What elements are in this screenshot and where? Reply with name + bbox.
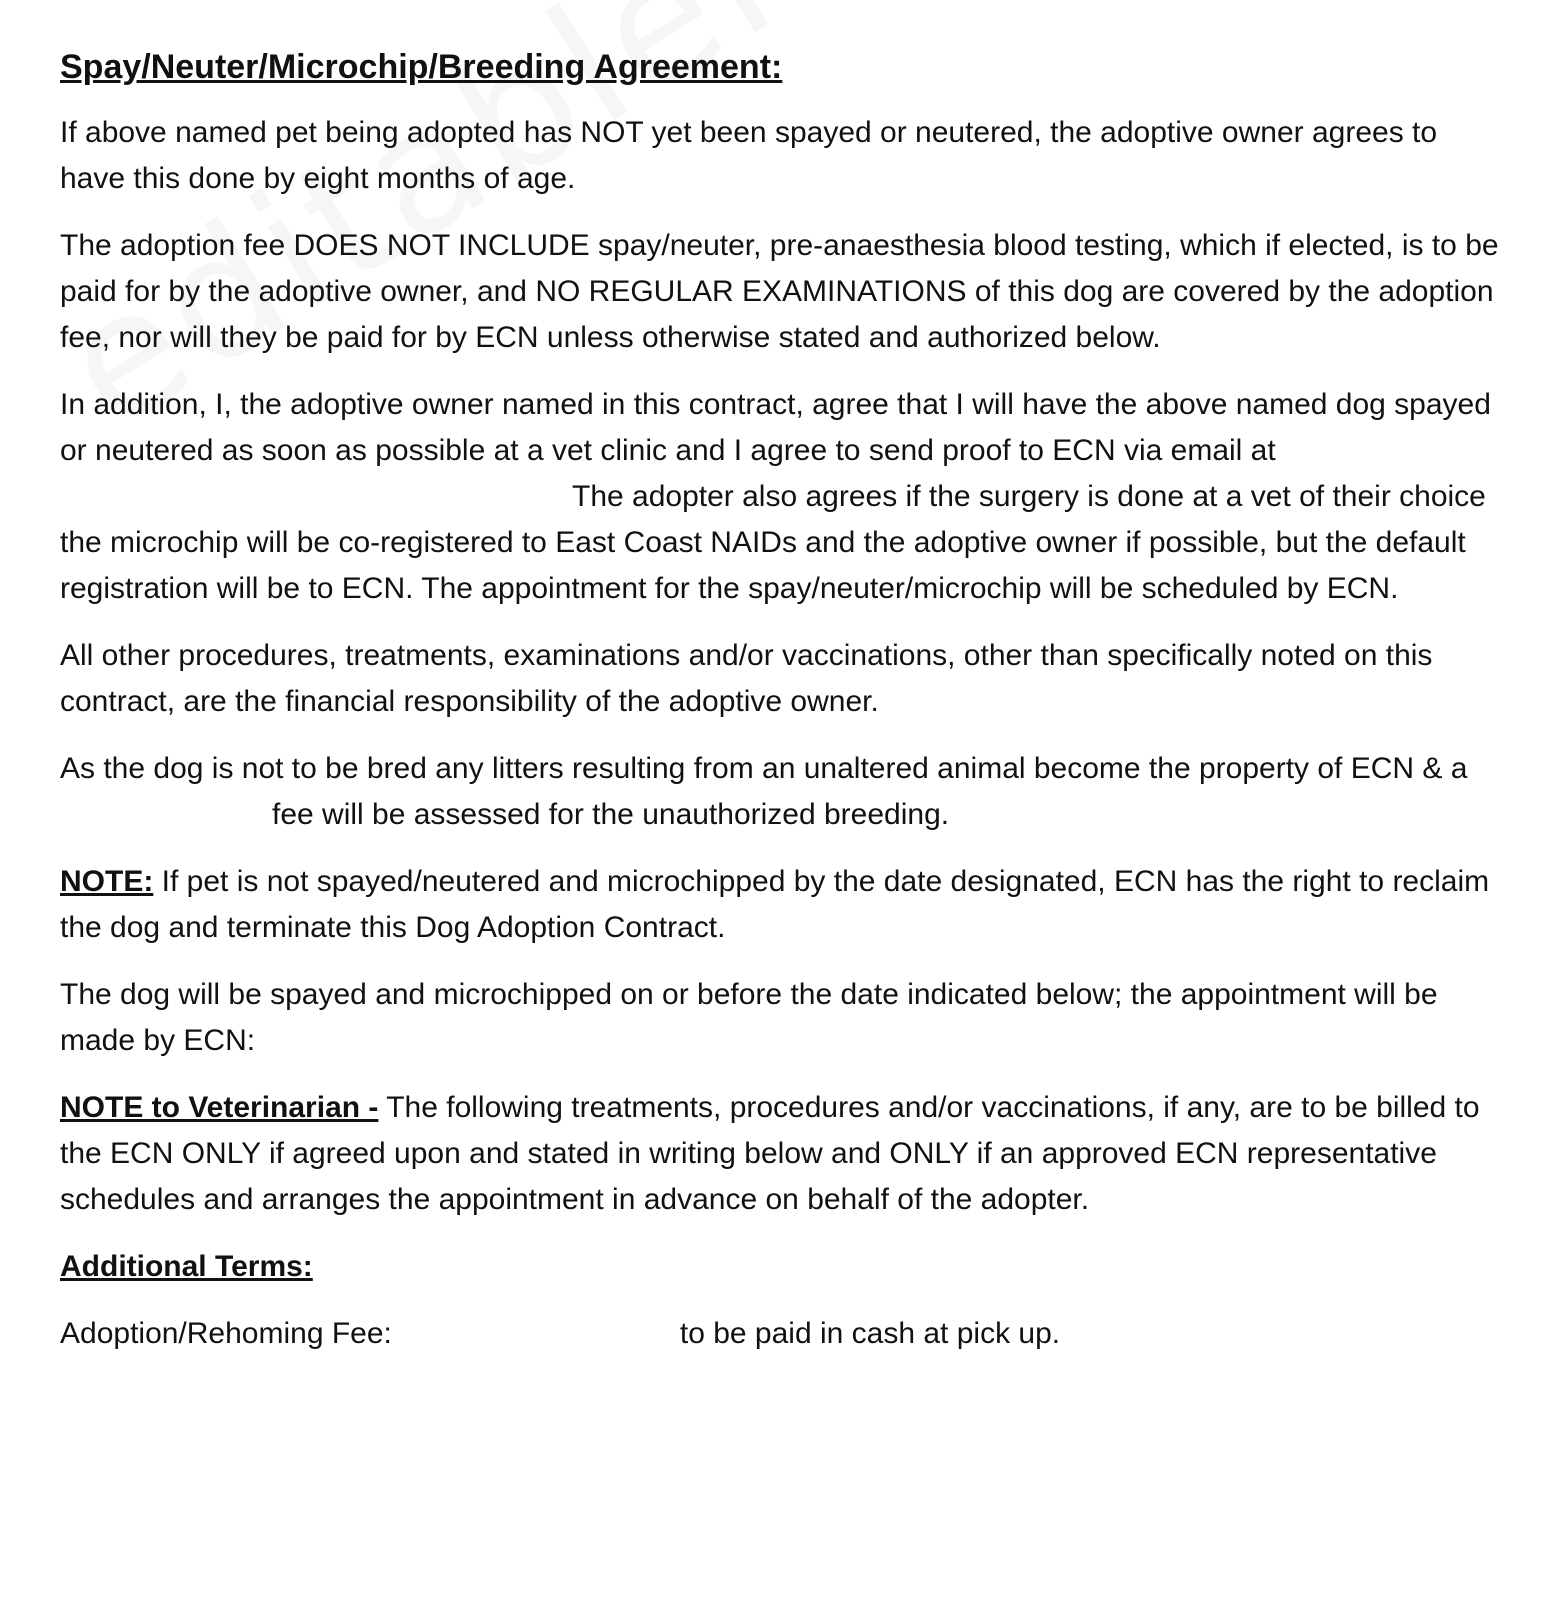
proof-text-before: In addition, I, the adoptive owner named in this contract, agree that I will have the above named dog spayed or neutered as soon as possible at a vet clinic and I agree to send proof to ECN via email at xyxy=(60,387,1491,467)
agreement-document xyxy=(60,44,1500,1378)
proof-text-after: The adopter also agrees if the surgery is done at a vet of their choice the microchip will be co-registered to East Coast NAIDs and the adoptive owner if possible, but the default registration will be to ECN. The appointment for the spay/neuter/microchip will be scheduled by ECN. xyxy=(60,479,1486,605)
additional-terms-heading xyxy=(60,1244,1500,1290)
paragraph-adoption-fee-exclusions: The adoption fee DOES NOT INCLUDE spay/neuter, pre-anaesthesia blood testing, which if elected, is to be paid for by the adoptive owner, and NO REGULAR EXAMINATIONS of this dog are covered by the adoption fee, nor will they be paid for by ECN unless otherwise stated and authorized below. xyxy=(60,228,1499,354)
vet-note-label: NOTE to Veterinarian - xyxy=(60,1090,379,1124)
paragraph-proof-and-microchip xyxy=(60,382,1500,612)
paragraph-spay-date: The dog will be spayed and microchipped on or before the date indicated below; the appointment will be made by ECN: xyxy=(60,977,1438,1057)
adoption-fee-label: Adoption/Rehoming Fee: xyxy=(60,1316,392,1350)
note-label: NOTE: xyxy=(60,864,154,898)
paragraph-note-veterinarian xyxy=(60,1085,1500,1223)
note-text: If pet is not spayed/neutered and microchipped by the date designated, ECN has the right to reclaim the dog and terminate this Dog Adoption Contract. xyxy=(60,864,1490,944)
section-heading: Spay/Neuter/Microchip/Breeding Agreement: xyxy=(60,48,783,86)
vet-note-text: The following treatments, procedures and/or vaccinations, if any, are to be billed to the ECN ONLY if agreed upon and stated in writing below and ONLY if an approved ECN representative schedules and arranges the appointment in advance on behalf of the adopter. xyxy=(60,1090,1480,1216)
breeding-text-after: fee will be assessed for the unauthorized breeding. xyxy=(272,797,950,831)
adoption-fee-after: to be paid in cash at pick up. xyxy=(679,1316,1061,1350)
paragraph-other-procedures: All other procedures, treatments, examinations and/or vaccinations, other than specifically noted on this contract, are the financial responsibility of the adoptive owner. xyxy=(60,638,1433,718)
paragraph-breeding xyxy=(60,746,1500,838)
additional-terms-label: Additional Terms: xyxy=(60,1249,313,1283)
adoption-fee-line xyxy=(60,1311,1500,1357)
breeding-text-before: As the dog is not to be bred any litters resulting from an unaltered animal become the property of ECN & a xyxy=(60,751,1468,785)
paragraph-note-reclaim xyxy=(60,859,1500,951)
paragraph-spay-neuter-deadline: If above named pet being adopted has NOT yet been spayed or neutered, the adoptive owner agrees to have this done by eight months of age. xyxy=(60,115,1438,195)
